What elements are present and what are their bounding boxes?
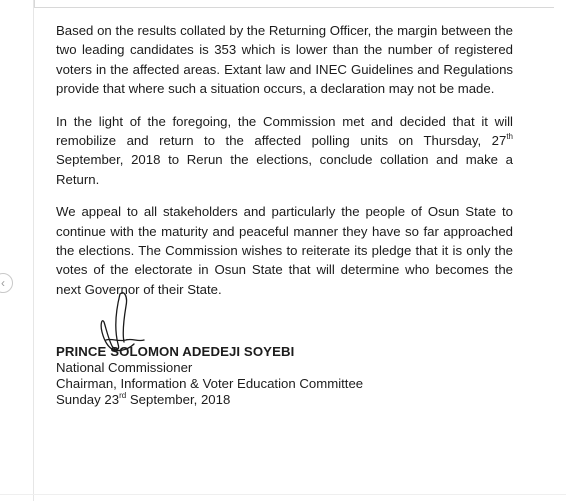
- signatory-role: Chairman, Information & Voter Education Committee: [56, 376, 364, 391]
- date-prefix: Sunday 23: [56, 392, 120, 407]
- paragraph-appeal: We appeal to all stakeholders and particularly the people of Osun State to continue with the maturity and peaceful manner they have so far approached the elections. The Commission wishes to reiterate its pledge that it is only the votes of the electorate in Osun State that will determine who becomes the next Governor of their State.: [56, 204, 513, 297]
- date-suffix: September, 2018: [126, 392, 231, 407]
- paragraph-rerun-tail: September, 2018 to Rerun the elections, conclude collation and make a Return.: [56, 152, 513, 187]
- signature-block: [56, 344, 363, 408]
- page-margin-line: [33, 0, 34, 501]
- signature-date: [56, 392, 363, 408]
- bottom-divider: [0, 494, 566, 495]
- chevron-left-icon: ‹: [1, 276, 5, 290]
- paragraph-rerun: [56, 112, 513, 190]
- paragraph-margin: Based on the results collated by the Returning Officer, the margin between the two leading candidates is 353 which is lower than the number of registered voters in the affected areas. Extant law and INEC Guidelines and Regulations provide that where such a situation occurs, a declaration may not be made.: [56, 23, 513, 97]
- signatory-name: PRINCE SOLOMON ADEDEJI SOYEBI: [56, 344, 295, 359]
- previous-button[interactable]: [0, 273, 13, 293]
- letter-body: [56, 21, 513, 312]
- signatory-title: National Commissioner: [56, 360, 193, 375]
- paragraph-rerun-text: In the light of the foregoing, the Commission met and decided that it will remobilize and return to the affected polling units on Thursday, 27: [56, 113, 513, 149]
- page-edge: [34, 0, 554, 8]
- ordinal-suffix: th: [506, 132, 513, 142]
- date-ordinal: rd: [119, 391, 127, 400]
